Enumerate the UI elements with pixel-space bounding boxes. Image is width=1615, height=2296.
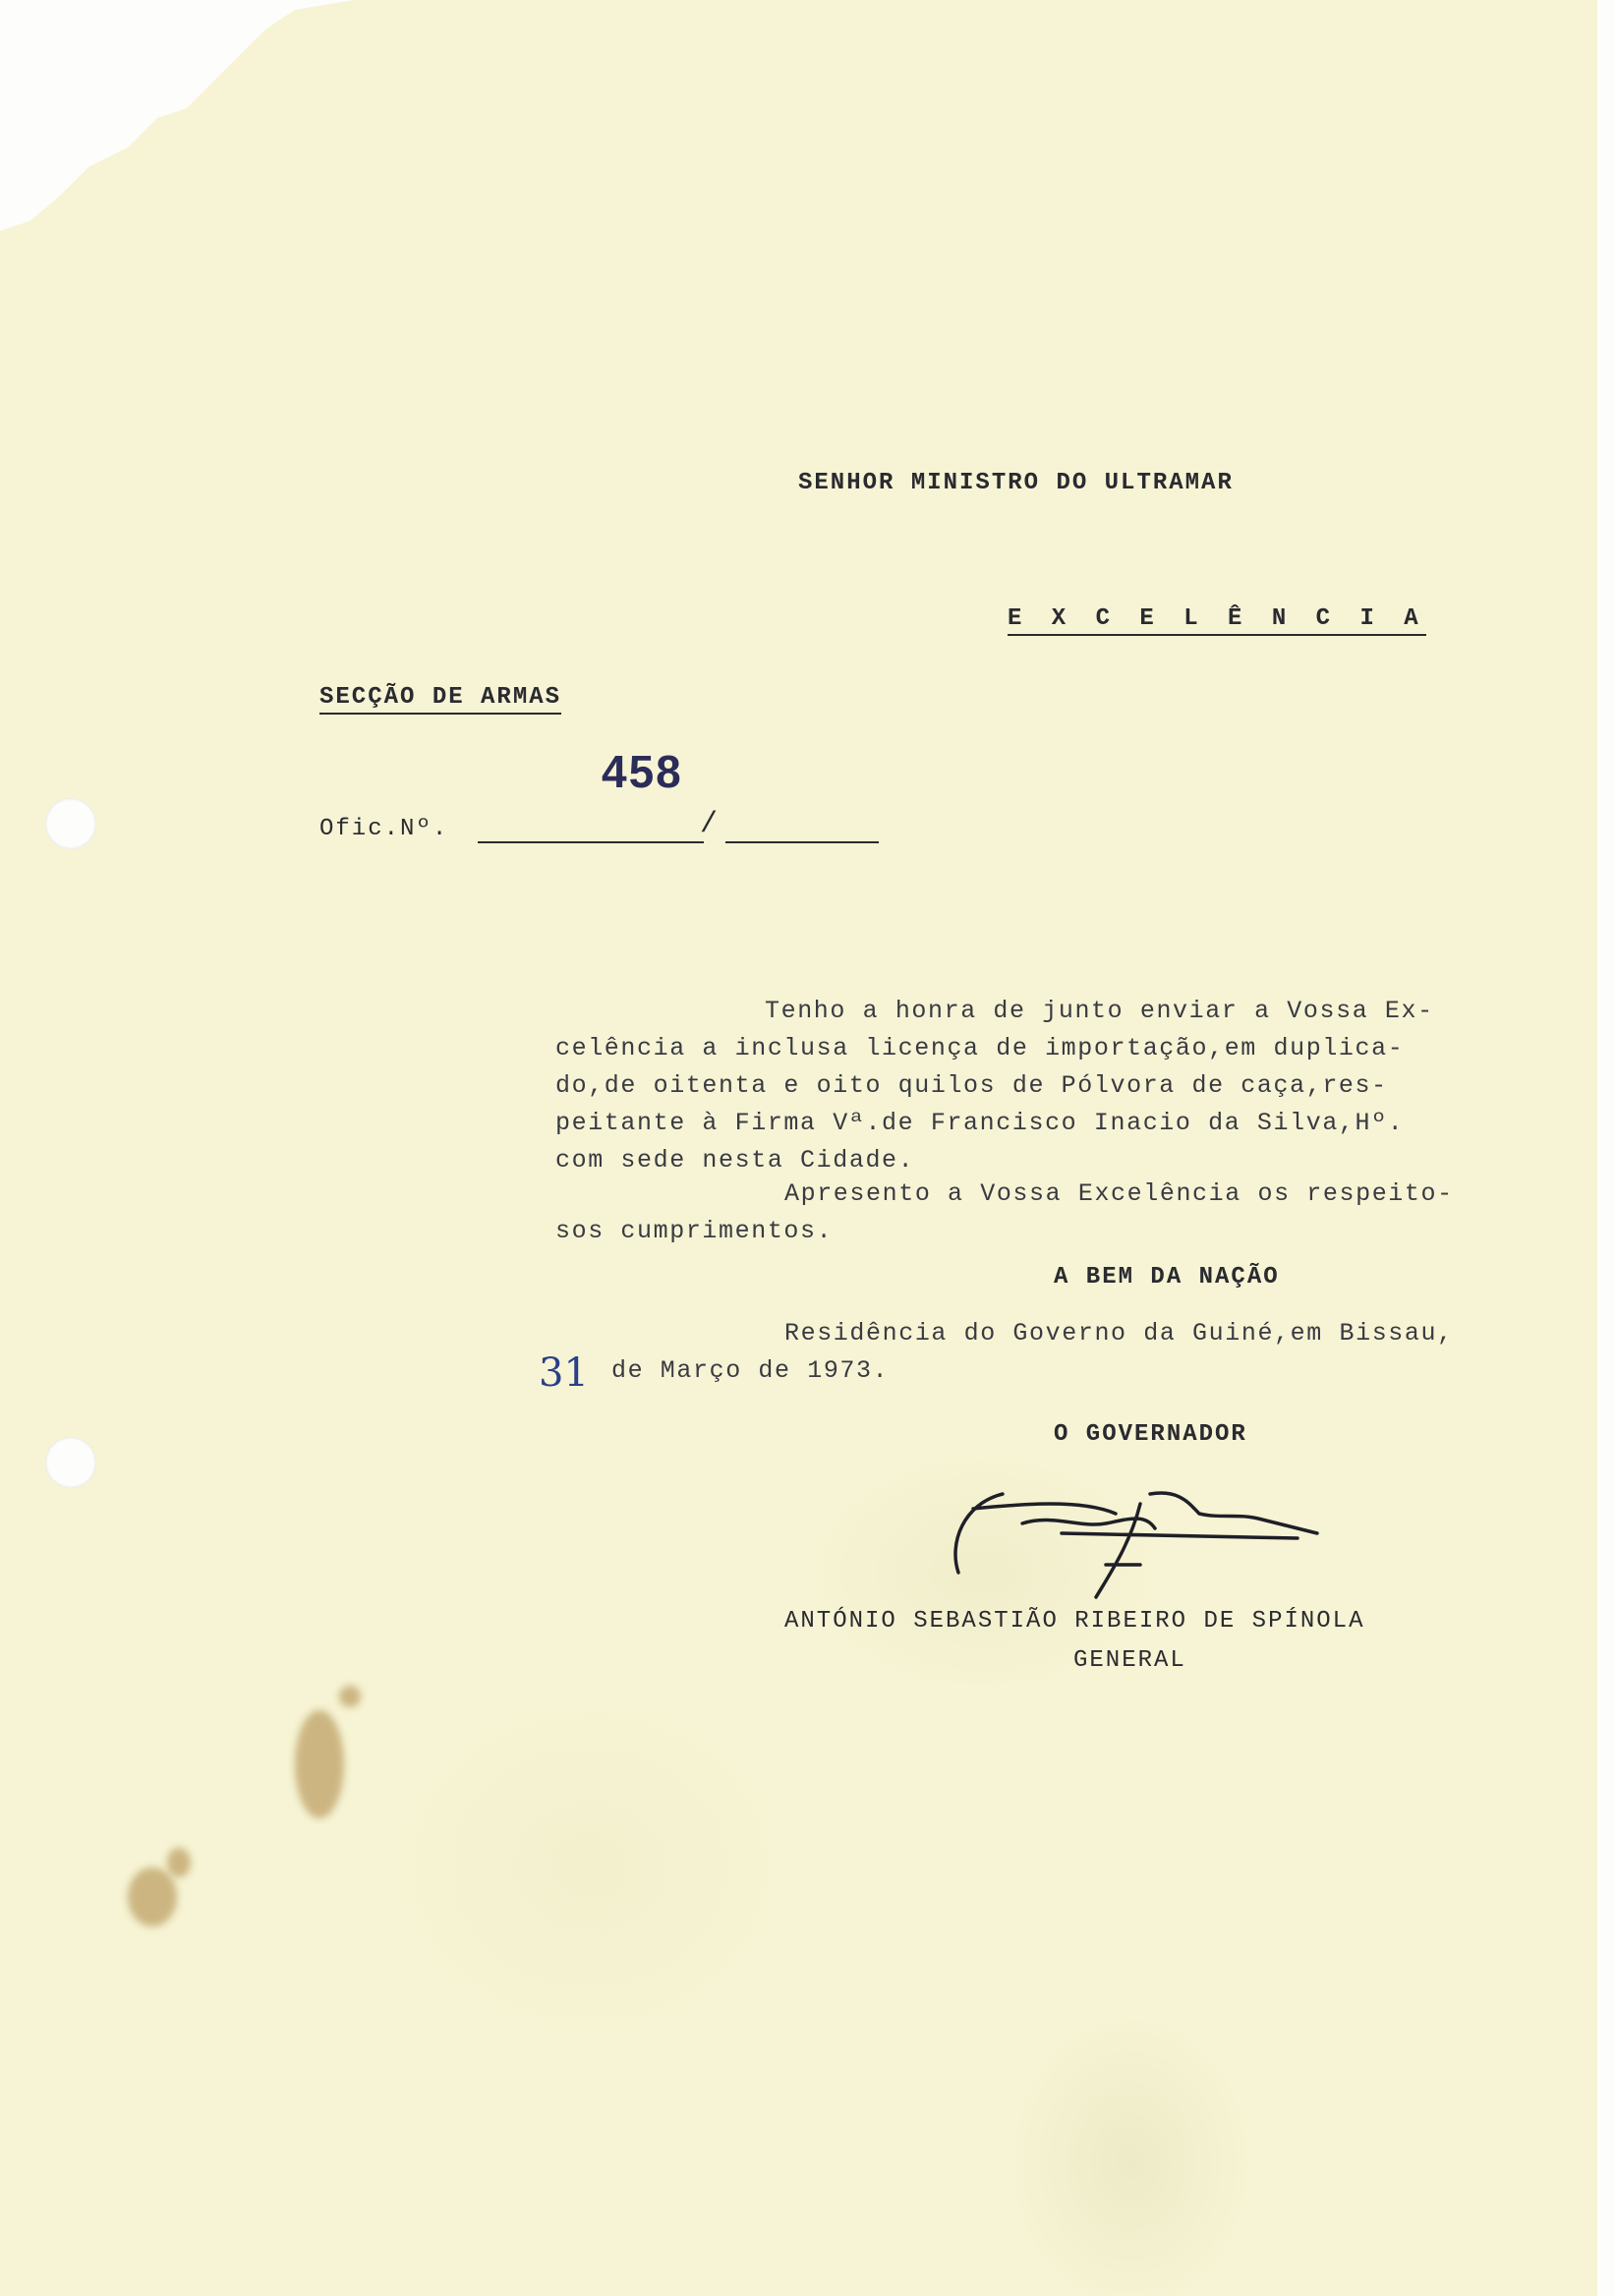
office-number-stamp: 458	[602, 746, 683, 797]
body-line: Tenho a honra de junto enviar a Vossa Ex-	[765, 997, 1434, 1025]
addressee: SENHOR MINISTRO DO ULTRAMAR	[798, 470, 1234, 496]
body-line: com sede nesta Cidade.	[555, 1146, 915, 1175]
body-line: celência a inclusa licença de importação,em duplica-	[555, 1034, 1405, 1062]
torn-corner	[0, 0, 354, 236]
signature	[944, 1474, 1356, 1602]
body-line: peitante à Firma Vª.de Francisco Inacio da Silva,Hº.	[555, 1109, 1405, 1137]
section-title: SECÇÃO DE ARMAS	[319, 684, 561, 715]
body-line: do,de oitenta e oito quilos de Pólvora de caça,res-	[555, 1071, 1388, 1100]
body-line: Apresento a Vossa Excelência os respeito-	[784, 1179, 1454, 1208]
signatory-rank: GENERAL	[1073, 1647, 1186, 1674]
signatory-name: ANTÓNIO SEBASTIÃO RIBEIRO DE SPÍNOLA	[784, 1608, 1365, 1635]
salutation: E X C E L Ê N C I A	[1008, 605, 1426, 636]
punch-hole-top	[45, 798, 96, 849]
office-number-slash: /	[700, 808, 719, 841]
role: O GOVERNADOR	[1054, 1421, 1247, 1448]
punch-hole-bottom	[45, 1437, 96, 1488]
office-number-label: Ofic.Nº.	[319, 816, 449, 842]
place-line: Residência do Governo da Guiné,em Bissau,	[784, 1319, 1454, 1348]
handwritten-day: 31	[539, 1350, 589, 1396]
office-number-blank-1	[478, 841, 704, 843]
body-line: sos cumprimentos.	[555, 1217, 834, 1245]
stain-1	[295, 1710, 344, 1818]
date-line: de Março de 1973.	[611, 1356, 890, 1385]
stain-4	[167, 1848, 191, 1877]
stain-3	[128, 1867, 177, 1926]
motto: A BEM DA NAÇÃO	[1054, 1264, 1280, 1291]
stain-2	[339, 1686, 361, 1707]
office-number-blank-2	[725, 841, 879, 843]
